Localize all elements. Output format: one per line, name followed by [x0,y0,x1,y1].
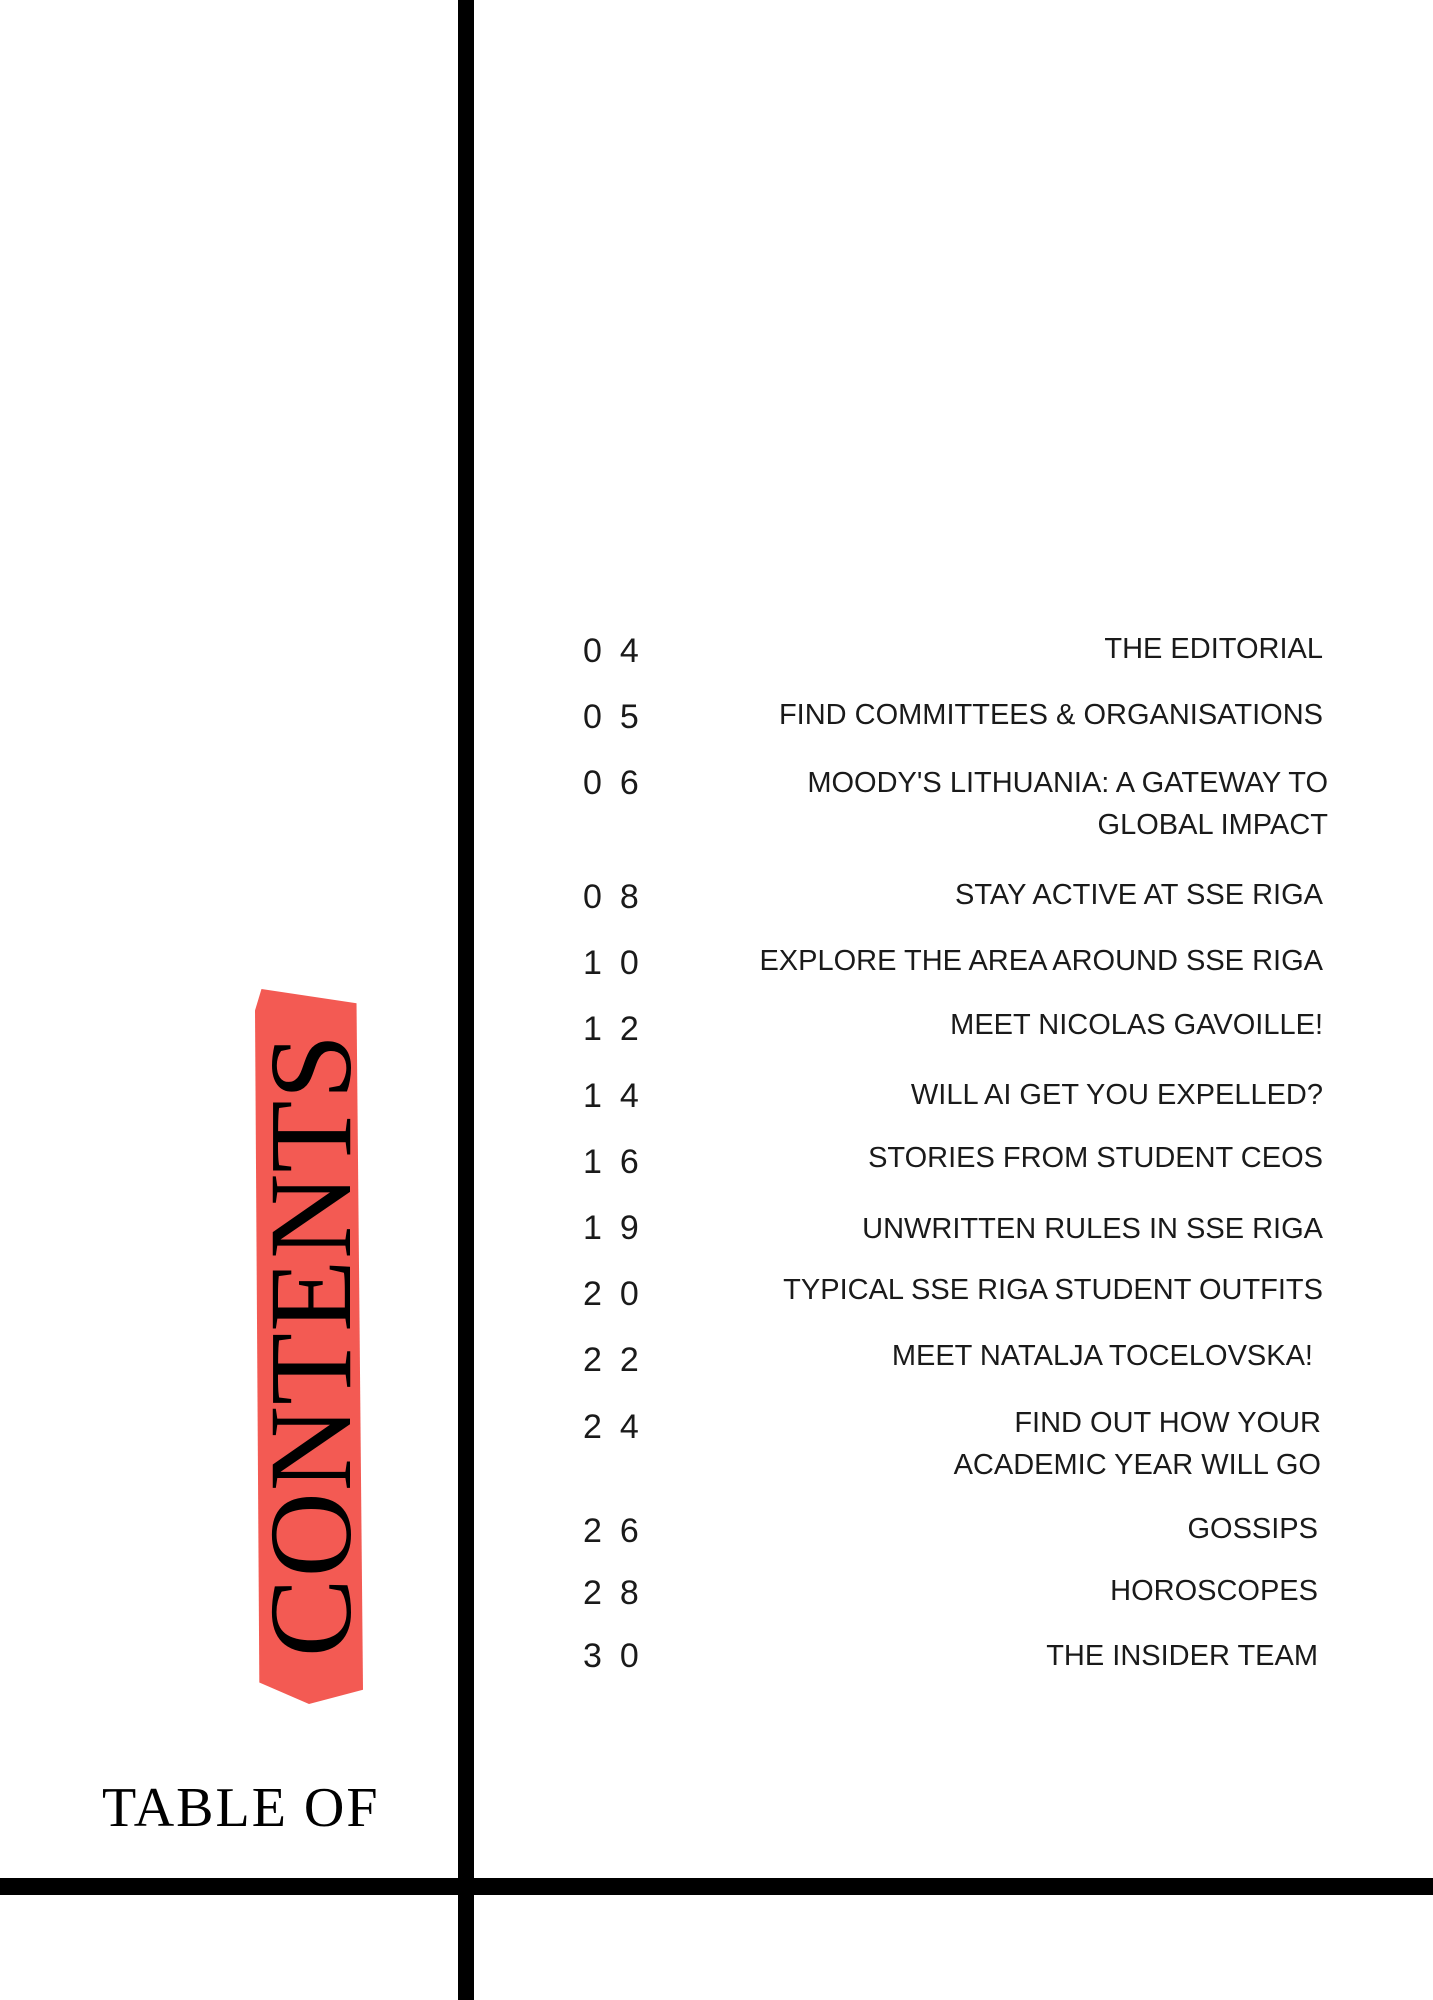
toc-title: EXPLORE THE AREA AROUND SSE RIGA [759,945,1323,977]
toc-page-number: 20 [583,1275,657,1313]
toc-title: FIND COMMITTEES & ORGANISATIONS [778,699,1323,731]
toc-page-number: 14 [583,1077,657,1115]
toc-title: THE INSIDER TEAM [1046,1640,1318,1672]
toc-title: WILL AI GET YOU EXPELLED? [910,1079,1323,1111]
toc-entry[interactable] [0,764,1433,841]
toc-title: HOROSCOPES [1110,1575,1318,1607]
toc-entry[interactable] [0,632,1433,692]
toc-page-number: 10 [583,944,657,982]
toc-entry[interactable] [0,878,1433,938]
toc-entry[interactable] [0,1637,1433,1697]
toc-entry[interactable] [0,1407,1433,1481]
toc-title: MOODY'S LITHUANIA: A GATEWAY TO GLOBAL IMPACT [807,767,1328,841]
toc-entry[interactable] [0,1077,1433,1137]
toc-page-number: 06 [583,764,657,802]
toc-page-number: 28 [583,1574,657,1612]
toc-page-number: 05 [583,698,657,736]
toc-title: GOSSIPS [1187,1513,1318,1545]
toc-entry[interactable] [0,1209,1433,1269]
toc-page-number: 04 [583,632,657,670]
toc-entry[interactable] [0,1275,1433,1335]
toc-title: THE EDITORIAL [1104,633,1323,665]
toc-page-number: 08 [583,878,657,916]
toc-entry[interactable] [0,698,1433,758]
toc-entry[interactable] [0,1512,1433,1572]
toc-title: MEET NICOLAS GAVOILLE! [950,1009,1323,1041]
toc-title: UNWRITTEN RULES IN SSE RIGA [862,1213,1323,1245]
toc-title: STORIES FROM STUDENT CEOS [868,1142,1323,1174]
toc-page-number: 19 [583,1209,657,1247]
toc-page-number: 22 [583,1341,657,1379]
toc-entry[interactable] [0,1574,1433,1634]
horizontal-rule [0,1878,1433,1895]
toc-entry[interactable] [0,1010,1433,1070]
table-of-heading: TABLE OF [102,1777,380,1839]
toc-title: STAY ACTIVE AT SSE RIGA [955,879,1323,911]
toc-page-number: 12 [583,1010,657,1048]
toc-title: MEET NATALJA TOCELOVSKA! [891,1340,1313,1372]
contents-heading: CONTENTS [245,1032,376,1658]
toc-title: TYPICAL SSE RIGA STUDENT OUTFITS [783,1274,1323,1306]
toc-page-number: 26 [583,1512,657,1550]
toc-entry[interactable] [0,1143,1433,1203]
toc-page-number: 24 [583,1408,657,1446]
toc-page-number: 30 [583,1637,657,1675]
toc-entry[interactable] [0,1341,1433,1401]
toc-entry[interactable] [0,944,1433,1004]
toc-page-number: 16 [583,1143,657,1181]
toc-title: FIND OUT HOW YOUR ACADEMIC YEAR WILL GO [953,1407,1321,1481]
